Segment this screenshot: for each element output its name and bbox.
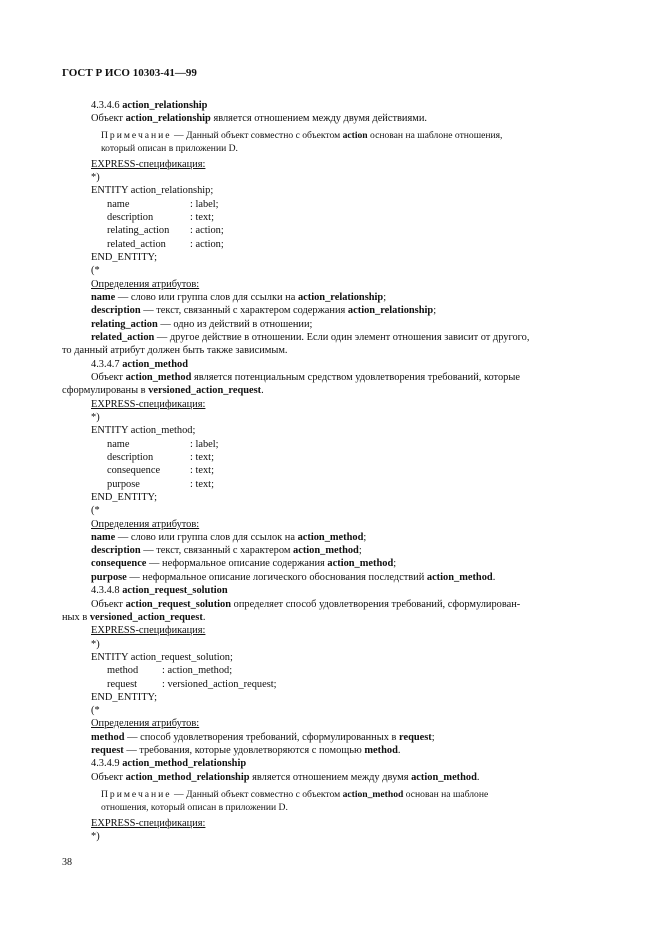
attr-name: method	[107, 665, 139, 676]
code-line: ENTITY action_request_solution;	[91, 652, 233, 663]
definition: description — текст, связанный с характером содержания action_relationship;	[91, 305, 437, 316]
code-line: *)	[91, 172, 100, 183]
express-label: EXPRESS-спецификация:	[91, 625, 206, 636]
attr-type: : versioned_action_request;	[162, 679, 277, 690]
code-line: (*	[91, 265, 100, 276]
definition: purpose — неформальное описание логического обоснования последствий action_method.	[91, 572, 496, 583]
attr-type: : label;	[190, 199, 219, 210]
attr-name: description	[107, 212, 154, 223]
code-line: *)	[91, 639, 100, 650]
note: Примечание — Данный объект совместно с объектом action основан на шаблоне отношения,	[101, 130, 503, 141]
note-continuation: который описан в приложении D.	[101, 143, 238, 154]
section-heading: 4.3.4.6 action_relationship	[91, 100, 208, 111]
paragraph-continuation: сформулированы в versioned_action_request.	[62, 385, 264, 396]
attr-type: : text;	[190, 479, 214, 490]
definitions-label: Определения атрибутов:	[91, 519, 200, 530]
code-line: END_ENTITY;	[91, 692, 157, 703]
code-line: *)	[91, 831, 100, 842]
code-line: END_ENTITY;	[91, 492, 157, 503]
paragraph-continuation: ных в versioned_action_request.	[62, 612, 206, 623]
definition: name — слово или группа слов для ссылки на action_relationship;	[91, 292, 387, 303]
attr-type: : action;	[190, 239, 224, 250]
attr-name: request	[107, 679, 138, 690]
attr-type: : text;	[190, 452, 214, 463]
section-heading: 4.3.4.7 action_method	[91, 359, 188, 370]
paragraph: Объект action_relationship является отношением между двумя действиями.	[91, 113, 427, 124]
definition: method — способ удовлетворения требований, сформулированных в request;	[91, 732, 435, 743]
page-number: 38	[62, 857, 72, 868]
definition: request — требования, которые удовлетворяются с помощью method.	[91, 745, 401, 756]
attr-name: related_action	[107, 239, 166, 250]
note: Примечание — Данный объект совместно с объектом action_method основан на шаблоне	[101, 789, 489, 800]
code-line: ENTITY action_method;	[91, 425, 196, 436]
express-label: EXPRESS-спецификация:	[91, 399, 206, 410]
attr-name: purpose	[107, 479, 140, 490]
code-line: (*	[91, 705, 100, 716]
note-continuation: отношения, который описан в приложении D.	[101, 802, 288, 813]
paragraph: Объект action_method_relationship является отношением между двумя action_method.	[91, 772, 480, 783]
document-header: ГОСТ Р ИСО 10303-41—99	[62, 67, 197, 79]
express-label: EXPRESS-спецификация:	[91, 818, 206, 829]
definition: relating_action — одно из действий в отношении;	[91, 319, 313, 330]
definition: name — слово или группа слов для ссылок на action_method;	[91, 532, 367, 543]
definition: related_action — другое действие в отношении. Если один элемент отношения зависит от другого,	[91, 332, 530, 343]
code-line: (*	[91, 505, 100, 516]
section-heading: 4.3.4.8 action_request_solution	[91, 585, 228, 596]
code-line: ENTITY action_relationship;	[91, 185, 214, 196]
express-label: EXPRESS-спецификация:	[91, 159, 206, 170]
attr-name: consequence	[107, 465, 161, 476]
code-line: END_ENTITY;	[91, 252, 157, 263]
paragraph: Объект action_request_solution определяет способ удовлетворения требований, сформулирован-	[91, 599, 521, 610]
definition: description — текст, связанный с характером action_method;	[91, 545, 362, 556]
attr-name: name	[107, 439, 130, 450]
code-line: *)	[91, 412, 100, 423]
definitions-label: Определения атрибутов:	[91, 718, 200, 729]
attr-type: : action;	[190, 225, 224, 236]
definition-continuation: то данный атрибут должен быть также зависимым.	[62, 345, 288, 356]
attr-name: name	[107, 199, 130, 210]
attr-name: relating_action	[107, 225, 170, 236]
attr-type: : label;	[190, 439, 219, 450]
attr-type: : text;	[190, 465, 214, 476]
attr-type: : action_method;	[162, 665, 233, 676]
attr-name: description	[107, 452, 154, 463]
definition: consequence — неформальное описание содержания action_method;	[91, 558, 397, 569]
section-heading: 4.3.4.9 action_method_relationship	[91, 758, 247, 769]
definitions-label: Определения атрибутов:	[91, 279, 200, 290]
paragraph: Объект action_method является потенциальным средством удовлетворения требований, которые	[91, 372, 520, 383]
attr-type: : text;	[190, 212, 214, 223]
